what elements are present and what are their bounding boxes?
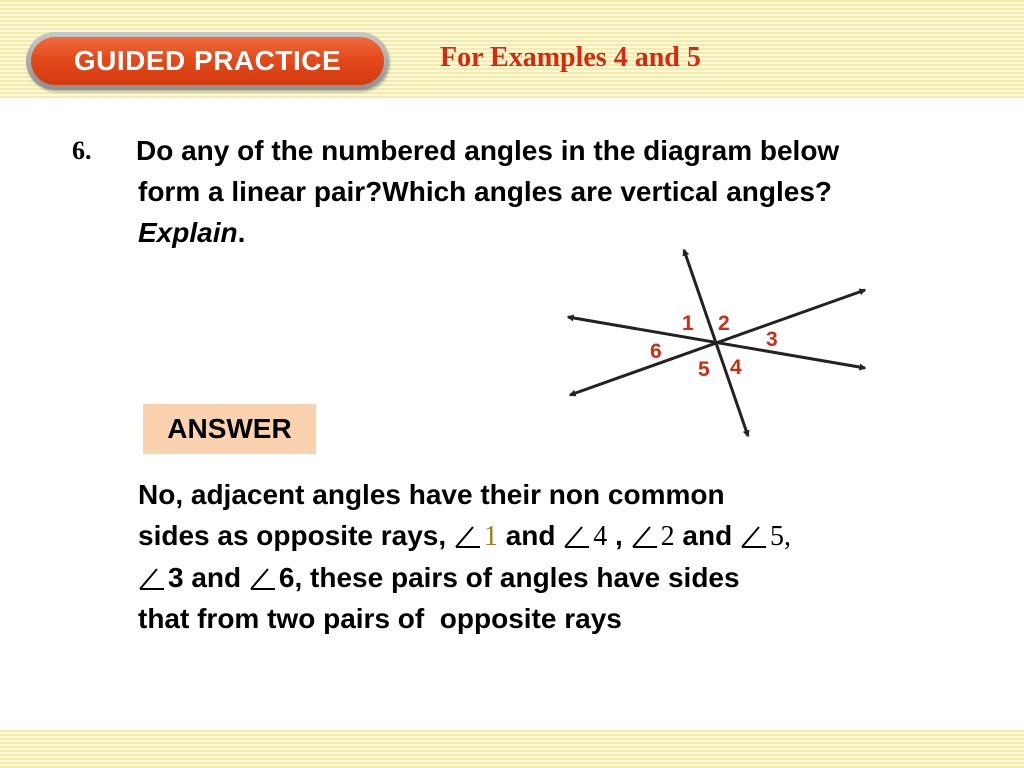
- angle-number-5: 5: [769, 521, 784, 552]
- question-text: [136, 130, 1016, 253]
- comma-2: ,: [783, 521, 791, 552]
- question-period: .: [237, 217, 246, 248]
- comma-1: ,: [615, 520, 623, 551]
- answer-label: ANSWER: [143, 404, 316, 454]
- answer-line-2: [138, 515, 998, 557]
- angle-symbol-icon: [454, 521, 484, 551]
- angle-label-5: 5: [698, 358, 710, 381]
- angle-label-4: 4: [730, 356, 742, 379]
- footer-stripe: [0, 730, 1024, 768]
- angle-number-1: 1: [483, 521, 498, 552]
- badge-label: GUIDED PRACTICE: [31, 37, 384, 85]
- angle-symbol-icon: [740, 521, 770, 551]
- answer-line-3-end: 6, these pairs of angles have sides: [278, 562, 740, 593]
- angle-number-4: 4: [593, 521, 608, 552]
- answer-text: [138, 474, 998, 639]
- and-word-2: and: [682, 520, 733, 551]
- question-line-2: form a linear pair?Which angles are vertical angles?: [138, 176, 833, 207]
- angle-symbol-icon: [563, 521, 593, 551]
- intersecting-lines-diagram: [560, 240, 880, 445]
- angle-label-2: 2: [718, 312, 730, 335]
- question-line-1: Do any of the numbered angles in the diagram below: [136, 135, 840, 166]
- examples-subtitle: For Examples 4 and 5: [440, 42, 701, 73]
- angle-label-1: 1: [682, 312, 694, 335]
- angle-symbol-icon: [138, 563, 168, 593]
- answer-line-4: that from two pairs of opposite rays: [138, 603, 622, 634]
- line-c: [684, 250, 748, 436]
- angle-label-3: 3: [766, 328, 778, 351]
- answer-line-1: No, adjacent angles have their non common: [138, 479, 725, 510]
- answer-line-2-start: sides as opposite rays,: [138, 520, 447, 551]
- answer-line-3: [138, 557, 998, 598]
- answer-line-3-start: 3 and: [168, 562, 242, 593]
- angle-label-6: 6: [650, 340, 662, 363]
- guided-practice-badge: [26, 32, 389, 90]
- explain-word: Explain: [138, 217, 238, 248]
- question-number: 6.: [72, 136, 92, 165]
- angle-symbol-icon: [631, 521, 661, 551]
- angle-number-2: 2: [660, 521, 675, 552]
- and-word-1: and: [505, 520, 556, 551]
- angle-symbol-icon: [249, 563, 279, 593]
